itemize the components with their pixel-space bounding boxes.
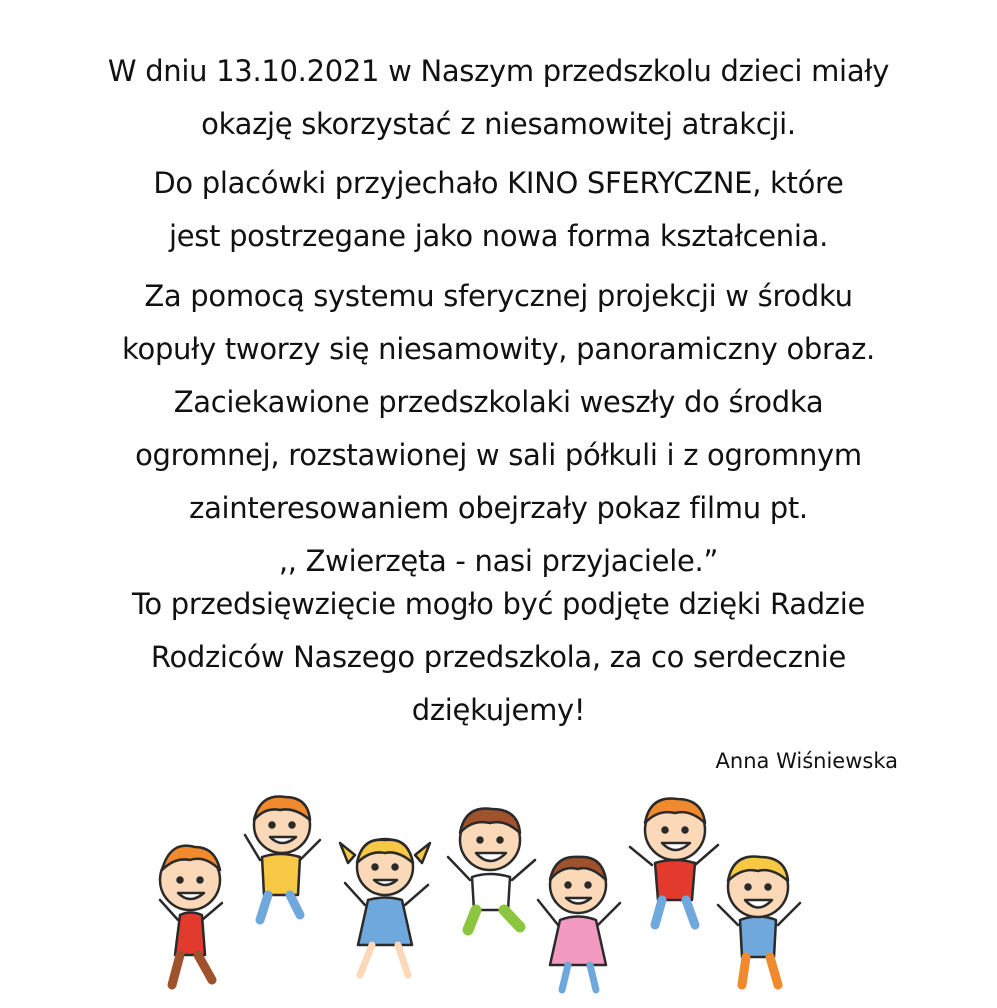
text-line: zainteresowaniem obejrzały pokaz filmu pt. — [189, 491, 808, 525]
signature-author: Anna Wiśniewska — [715, 749, 898, 773]
paragraph-intro — [0, 45, 997, 151]
text-line: W dniu 13.10.2021 w Naszym przedszkolu dzieci miały — [107, 54, 890, 88]
text-line: ,, Zwierzęta - nasi przyjaciele.” — [278, 544, 719, 578]
child-figure — [340, 839, 430, 975]
jumping-children-illustration — [150, 785, 830, 1000]
child-figure — [538, 857, 620, 990]
text-line: kopuły tworzy się niesamowity, panoramiczny obraz. — [122, 332, 875, 366]
child-figure — [245, 796, 320, 920]
text-line: Za pomocą systemu sferycznej projekcji w środku — [144, 279, 853, 313]
text-line: To przedsięwzięcie mogło być podjęte dzięki Radzie — [131, 587, 866, 621]
text-line: ogromnej, rozstawionej w sali półkuli i z ogromnym — [135, 438, 862, 472]
child-figure — [448, 809, 535, 931]
child-figure — [160, 846, 222, 985]
paragraph-cinema — [0, 157, 997, 263]
text-line: Rodziców Naszego przedszkola, za co serdecznie — [150, 640, 847, 674]
text-line: dziękujemy! — [411, 693, 586, 727]
paragraph-thanks — [0, 578, 997, 737]
text-line: jest postrzegane jako nowa forma kształcenia. — [168, 219, 829, 253]
child-figure — [630, 799, 718, 926]
text-line: Zaciekawione przedszkolaki weszły do środka — [173, 385, 824, 419]
child-figure — [718, 857, 800, 986]
paragraph-projection — [0, 270, 997, 588]
text-line: Do placówki przyjechało KINO SFERYCZNE, które — [153, 166, 844, 200]
text-line: okazję skorzystać z niesamowitej atrakcji. — [201, 107, 796, 141]
